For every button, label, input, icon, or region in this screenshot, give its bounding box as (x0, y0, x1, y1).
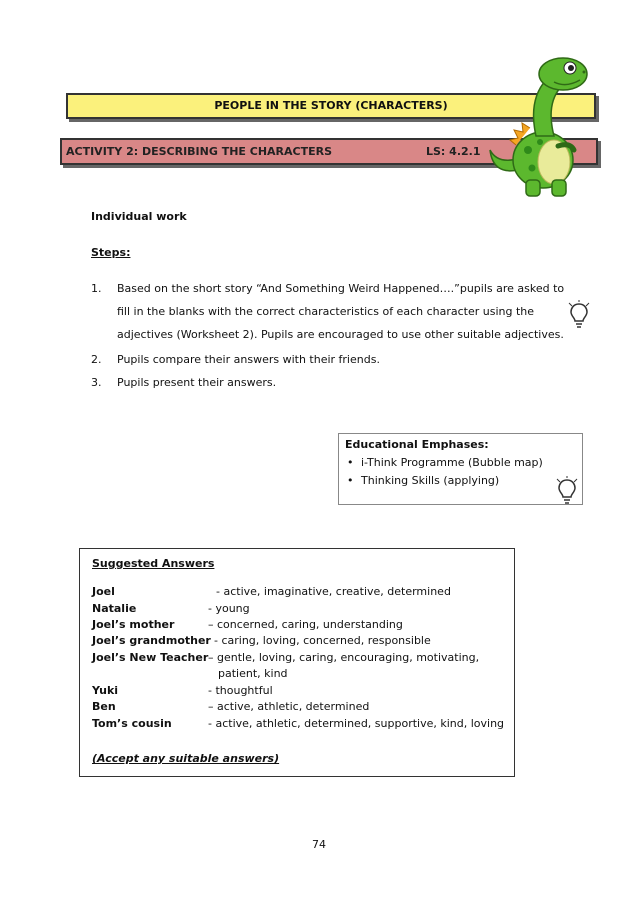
character-name: Joel (92, 585, 115, 598)
character-traits: - young (208, 602, 250, 615)
character-name: Tom’s cousin (92, 717, 172, 730)
emphasis-item: • Thinking Skills (applying) (361, 474, 499, 487)
emphases-title: Educational Emphases: (345, 438, 489, 451)
emphasis-item: • i-Think Programme (Bubble map) (361, 456, 543, 469)
character-name: Joel’s New Teacher (92, 651, 209, 664)
lightbulb-icon (556, 476, 578, 504)
answers-title: Suggested Answers (92, 557, 215, 570)
character-traits: patient, kind (218, 667, 288, 680)
educational-emphases-box (338, 433, 583, 505)
step-3 (91, 371, 591, 394)
character-traits: - active, imaginative, creative, determined (216, 585, 451, 598)
character-traits: - caring, loving, concerned, responsible (214, 634, 431, 647)
step-line: Pupils present their answers. (117, 376, 277, 389)
step-number: 1. (91, 282, 102, 295)
step-1 (91, 277, 591, 347)
step-line: fill in the blanks with the correct characteristics of each character using the (117, 305, 535, 318)
character-name: Joel’s mother (92, 618, 175, 631)
step-line: adjectives (Worksheet 2). Pupils are encouraged to use other suitable adjectives. (117, 328, 564, 341)
character-name: Ben (92, 700, 116, 713)
character-traits: – concerned, caring, understanding (208, 618, 403, 631)
dinosaur-icon (488, 50, 600, 200)
character-name: Natalie (92, 602, 137, 615)
step-2 (91, 348, 591, 371)
steps-label: Steps: (91, 246, 131, 259)
suggested-answers-box (79, 548, 515, 777)
page-number: 74 (312, 838, 326, 851)
activity-title: ACTIVITY 2: DESCRIBING THE CHARACTERS (66, 145, 333, 158)
step-line: Pupils compare their answers with their friends. (117, 353, 380, 366)
step-number: 3. (91, 376, 102, 389)
character-traits: – gentle, loving, caring, encouraging, motivating, (208, 651, 480, 664)
learning-standard: LS: 4.2.1 (426, 145, 481, 158)
step-number: 2. (91, 353, 102, 366)
lightbulb-icon (568, 300, 590, 328)
step-line: Based on the short story “And Something Weird Happened….”pupils are asked to (117, 282, 565, 295)
character-traits: - active, athletic, determined, supportive, kind, loving (208, 717, 505, 730)
character-traits: – active, athletic, determined (208, 700, 370, 713)
page-title: PEOPLE IN THE STORY (CHARACTERS) (214, 99, 448, 112)
accept-note: (Accept any suitable answers) (92, 752, 280, 765)
character-traits: - thoughtful (208, 684, 273, 697)
character-name: Yuki (92, 684, 119, 697)
work-type: Individual work (91, 210, 187, 223)
character-name: Joel’s grandmother (92, 634, 211, 647)
